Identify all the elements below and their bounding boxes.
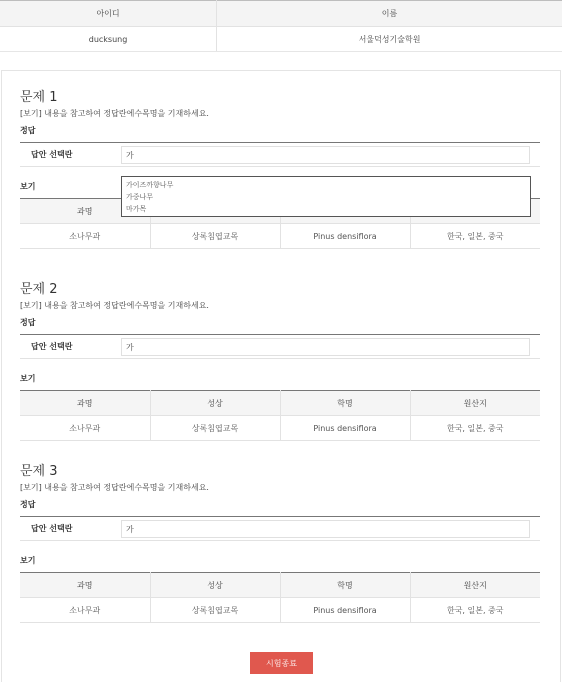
- family-header: 과명: [20, 573, 150, 598]
- question-description: [보기] 내용을 참고하여 정답란에수목명을 기재하세요.: [20, 109, 209, 118]
- user-id-value: ducksung: [0, 27, 217, 52]
- origin-value: 한국, 일본, 중국: [410, 598, 540, 623]
- autocomplete-dropdown: [121, 176, 531, 217]
- question-2: [20, 282, 540, 433]
- table-row: [20, 224, 540, 249]
- reference-table: [20, 390, 540, 441]
- reference-table: [20, 572, 540, 623]
- user-info-row: [0, 27, 562, 52]
- answer-input[interactable]: [121, 520, 530, 538]
- table-row: [20, 598, 540, 623]
- user-name-header: 이름: [217, 1, 562, 27]
- autocomplete-option[interactable]: 마가목: [126, 205, 147, 213]
- user-info-table: [0, 0, 562, 52]
- answer-row: [20, 142, 540, 167]
- family-header: 과명: [20, 199, 150, 224]
- user-info-header-row: [0, 1, 562, 27]
- reference-header-row: [20, 391, 540, 416]
- scientific-name-header: 학명: [280, 391, 410, 416]
- answer-section-label: 정답: [20, 500, 36, 509]
- reference-section-label: 보기: [20, 182, 36, 191]
- answer-select-label: 답안 선택란: [31, 342, 73, 351]
- scientific-name-value: Pinus densiflora: [280, 598, 410, 623]
- answer-section-label: 정답: [20, 126, 36, 135]
- origin-header: 원산지: [410, 391, 540, 416]
- answer-row: [20, 516, 540, 541]
- autocomplete-option[interactable]: 가이즈까향나무: [126, 181, 174, 189]
- origin-value: 한국, 일본, 중국: [410, 224, 540, 249]
- family-header: 과명: [20, 391, 150, 416]
- answer-select-label: 답안 선택란: [31, 150, 73, 159]
- end-exam-button[interactable]: 시험종료: [250, 652, 313, 674]
- question-description: [보기] 내용을 참고하여 정답란에수목명을 기재하세요.: [20, 301, 209, 310]
- question-title: 문제 3: [20, 464, 58, 479]
- reference-section-label: 보기: [20, 556, 36, 565]
- reference-header-row: [20, 573, 540, 598]
- family-value: 소나무과: [20, 416, 150, 441]
- user-name-value: 서울덕성기술학원: [217, 27, 562, 52]
- answer-section-label: 정답: [20, 318, 36, 327]
- habit-header: 성상: [150, 391, 280, 416]
- answer-input[interactable]: [121, 338, 530, 356]
- scientific-name-value: Pinus densiflora: [280, 224, 410, 249]
- question-3: [20, 464, 540, 615]
- answer-row: [20, 334, 540, 359]
- question-description: [보기] 내용을 참고하여 정답란에수목명을 기재하세요.: [20, 483, 209, 492]
- habit-value: 상록침엽교목: [150, 598, 280, 623]
- family-value: 소나무과: [20, 598, 150, 623]
- question-title: 문제 1: [20, 90, 58, 105]
- habit-value: 상록침엽교목: [150, 416, 280, 441]
- question-title: 문제 2: [20, 282, 58, 297]
- habit-value: 상록침엽교목: [150, 224, 280, 249]
- origin-header: 원산지: [410, 573, 540, 598]
- autocomplete-option[interactable]: 가중나무: [126, 193, 154, 201]
- answer-input[interactable]: [121, 146, 530, 164]
- reference-section-label: 보기: [20, 374, 36, 383]
- origin-value: 한국, 일본, 중국: [410, 416, 540, 441]
- answer-select-label: 답안 선택란: [31, 524, 73, 533]
- scientific-name-value: Pinus densiflora: [280, 416, 410, 441]
- table-row: [20, 416, 540, 441]
- habit-header: 성상: [150, 573, 280, 598]
- user-id-header: 아이디: [0, 1, 217, 27]
- scientific-name-header: 학명: [280, 573, 410, 598]
- family-value: 소나무과: [20, 224, 150, 249]
